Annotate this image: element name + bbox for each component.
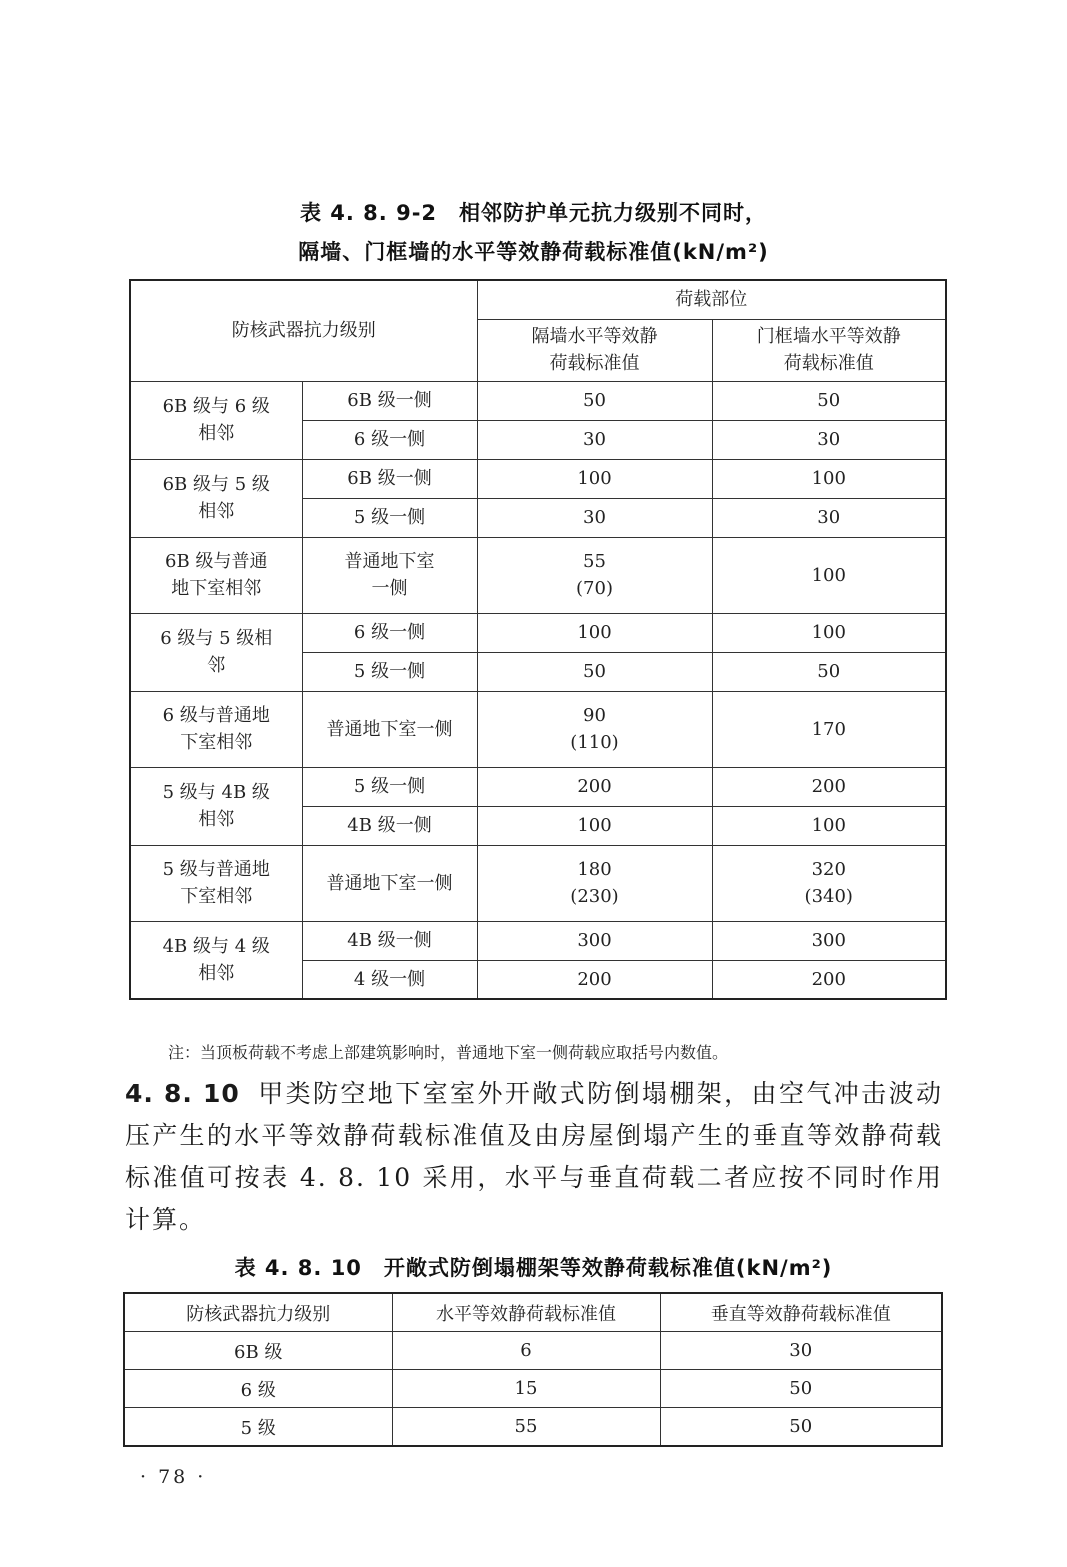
partition-value: [477, 498, 712, 537]
side-label: 6B 级一侧: [302, 381, 477, 420]
table1-caption-line2: 隔墙、门框墙的水平等效静荷载标准值(kN/m²): [298, 240, 769, 264]
doorframe-value: [712, 381, 946, 420]
side-label: 6B 级一侧: [302, 459, 477, 498]
side-label: 普通地下室一侧: [302, 691, 477, 767]
partition-value: [477, 921, 712, 960]
partition-value: [477, 960, 712, 999]
header-level: 防核武器抗力级别: [130, 280, 477, 381]
group-label: 6B 级与 5 级相邻: [130, 459, 302, 537]
group-label: 4B 级与 4 级相邻: [130, 921, 302, 999]
header-load-location: 荷载部位: [477, 280, 946, 319]
section-text: 甲类防空地下室室外开敞式防倒塌棚架，由空气冲击波动压产生的水平等效静荷载标准值及由房屋倒塌产生的垂直等效静荷载标准值可按表 4. 8. 10 采用，水平与垂直荷载二者应按不同时作用计算。: [125, 1079, 943, 1234]
doorframe-value: [712, 498, 946, 537]
table-row: [130, 381, 946, 420]
table-row: [130, 921, 946, 960]
side-label: 普通地下室一侧: [302, 537, 477, 613]
table2-cell: 6 级: [124, 1370, 392, 1408]
doorframe-value-text: 30: [817, 429, 841, 450]
doorframe-value: [712, 845, 946, 921]
doorframe-alt-value: (340): [804, 886, 853, 907]
doorframe-value: [712, 459, 946, 498]
table1-caption-line1: 表 4. 8. 9-2 相邻防护单元抗力级别不同时，: [299, 201, 768, 225]
table2-header: 垂直等效静荷载标准值: [660, 1293, 942, 1332]
partition-value: [477, 806, 712, 845]
doorframe-value-text: 100: [811, 815, 846, 836]
page-number: · 78 ·: [140, 1466, 207, 1488]
partition-value: [477, 691, 712, 767]
doorframe-value: [712, 921, 946, 960]
side-label: 5 级一侧: [302, 498, 477, 537]
partition-value: [477, 845, 712, 921]
side-label: 4 级一侧: [302, 960, 477, 999]
doorframe-value-text: 200: [811, 968, 846, 990]
doorframe-value: [712, 537, 946, 613]
doorframe-value: [712, 960, 946, 999]
header-doorframe: 门框墙水平等效静荷载标准值: [712, 319, 946, 381]
doorframe-value: [712, 806, 946, 845]
table2-cell: 50: [660, 1408, 942, 1447]
partition-value: [477, 381, 712, 420]
table1-load-values: [129, 279, 947, 1000]
table-row: [124, 1332, 942, 1370]
table2-cell: 55: [392, 1408, 660, 1447]
table-row: [130, 845, 946, 921]
doorframe-value: [712, 613, 946, 652]
partition-value-text: 30: [583, 507, 606, 528]
partition-alt-value: (230): [570, 886, 619, 907]
side-label: 普通地下室一侧: [302, 845, 477, 921]
table2-caption: 表 4. 8. 10 开敞式防倒塌棚架等效静荷载标准值(kN/m²): [234, 1256, 833, 1280]
partition-value-text: 50: [583, 661, 606, 682]
table-row: [130, 459, 946, 498]
side-label: 6 级一侧: [302, 613, 477, 652]
table-row: [130, 613, 946, 652]
side-label: 4B 级一侧: [302, 806, 477, 845]
partition-value-text: 50: [583, 390, 606, 411]
table2-cell: 5 级: [124, 1408, 392, 1447]
table2-cell: 30: [660, 1332, 942, 1370]
table2-cell: 6B 级: [124, 1332, 392, 1370]
side-label: 5 级一侧: [302, 767, 477, 806]
table-row: [124, 1370, 942, 1408]
group-label: 6B 级与普通地下室相邻: [130, 537, 302, 613]
section-paragraph: [125, 1073, 943, 1241]
table2-cell: 50: [660, 1370, 942, 1408]
partition-value-text: 90: [583, 705, 606, 726]
doorframe-value: [712, 767, 946, 806]
table-row: [124, 1408, 942, 1447]
partition-value-text: 200: [577, 776, 612, 797]
doorframe-value: [712, 652, 946, 691]
partition-value: [477, 537, 712, 613]
partition-value-text: 180: [577, 859, 612, 880]
partition-value-text: 300: [577, 930, 612, 951]
table2-cell: 15: [392, 1370, 660, 1408]
doorframe-value-text: 170: [811, 718, 846, 740]
partition-value-text: 100: [577, 815, 612, 836]
doorframe-value-text: 50: [817, 661, 841, 682]
group-label: 5 级与 4B 级相邻: [130, 767, 302, 845]
group-label: 6 级与普通地下室相邻: [130, 691, 302, 767]
partition-value-text: 100: [577, 468, 612, 489]
partition-value: [477, 420, 712, 459]
doorframe-value-text: 100: [811, 468, 846, 489]
partition-value: [477, 652, 712, 691]
group-label: 6B 级与 6 级相邻: [130, 381, 302, 459]
doorframe-value-text: 100: [811, 622, 846, 643]
group-label: 6 级与 5 级相邻: [130, 613, 302, 691]
partition-value-text: 55: [583, 551, 606, 572]
header-partition: 隔墙水平等效静荷载标准值: [477, 319, 712, 381]
doorframe-value-text: 300: [811, 930, 846, 951]
doorframe-value: [712, 420, 946, 459]
table2-header: 防核武器抗力级别: [124, 1293, 392, 1332]
table2-header: 水平等效静荷载标准值: [392, 1293, 660, 1332]
side-label: 5 级一侧: [302, 652, 477, 691]
doorframe-value-text: 50: [817, 390, 841, 411]
partition-alt-value: (70): [576, 578, 613, 599]
table2-shelter-loads: [123, 1292, 943, 1447]
partition-value-text: 30: [583, 429, 606, 450]
partition-value-text: 100: [577, 622, 612, 643]
group-label: 5 级与普通地下室相邻: [130, 845, 302, 921]
doorframe-value-text: 320: [811, 859, 846, 880]
partition-value: [477, 767, 712, 806]
side-label: 6 级一侧: [302, 420, 477, 459]
partition-alt-value: (110): [570, 732, 619, 753]
table-row: [130, 537, 946, 613]
table-row: [130, 691, 946, 767]
doorframe-value-text: 200: [811, 776, 846, 797]
partition-value: [477, 459, 712, 498]
section-number: 4. 8. 10: [125, 1079, 240, 1108]
table1-note: 注：当顶板荷载不考虑上部建筑影响时，普通地下室一侧荷载应取括号内数值。: [168, 1043, 729, 1062]
table-row: [130, 767, 946, 806]
doorframe-value-text: 100: [811, 564, 846, 586]
partition-value: [477, 613, 712, 652]
doorframe-value: [712, 691, 946, 767]
partition-value-text: 200: [577, 968, 612, 990]
doorframe-value-text: 30: [817, 507, 841, 528]
table2-cell: 6: [392, 1332, 660, 1370]
side-label: 4B 级一侧: [302, 921, 477, 960]
